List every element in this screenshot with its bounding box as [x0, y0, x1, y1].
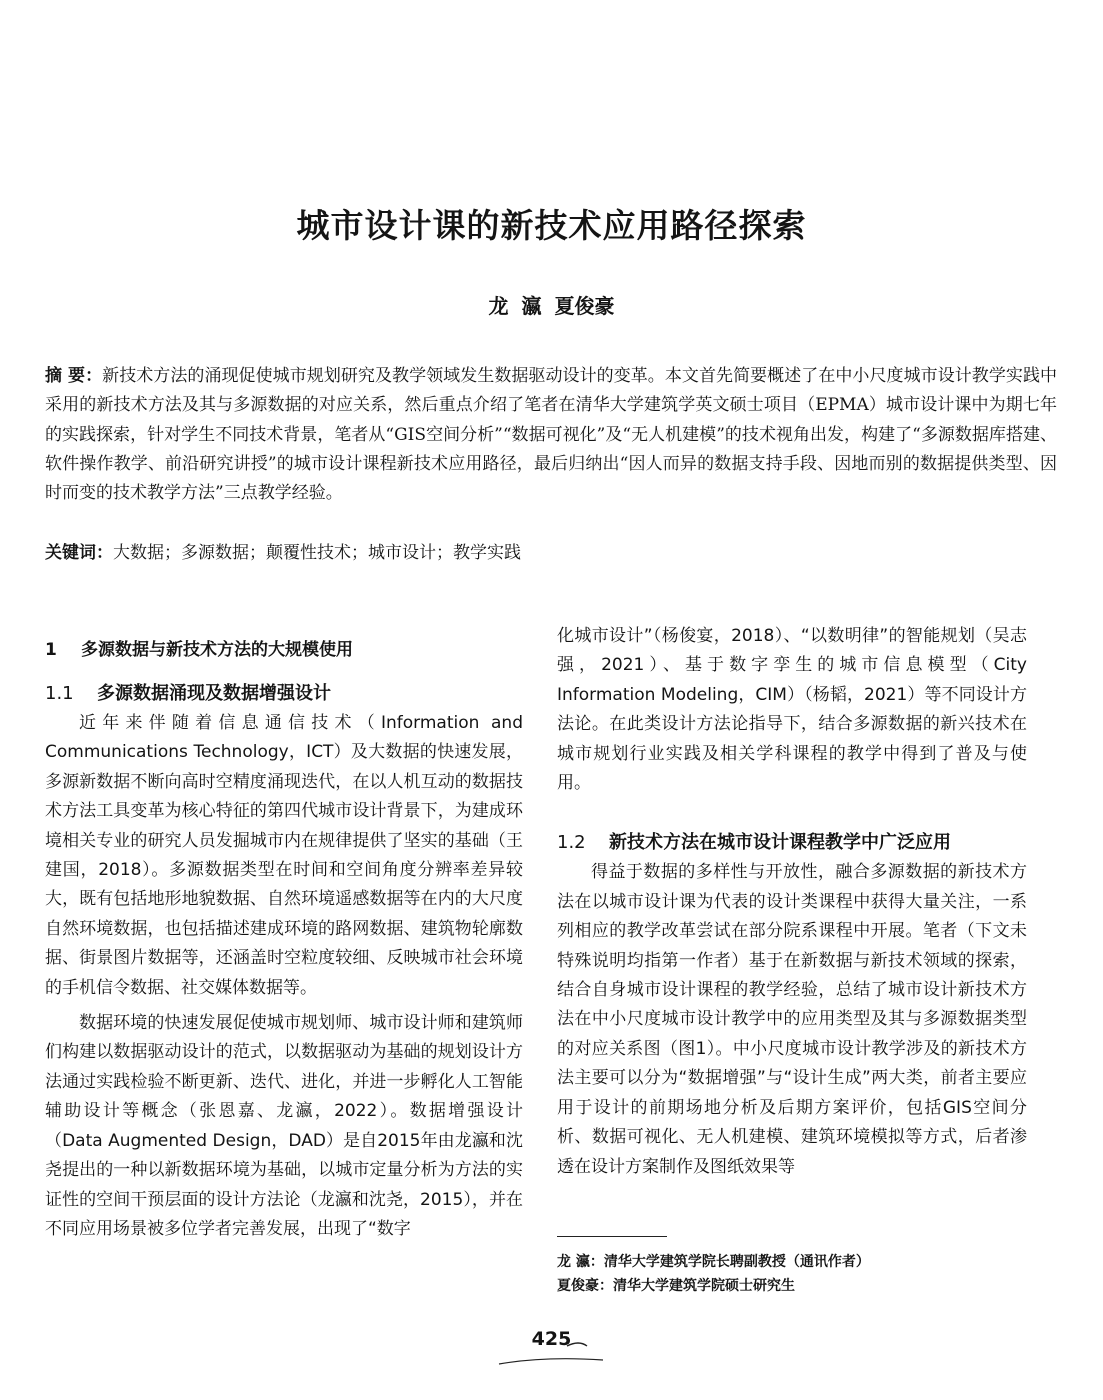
keywords: [45, 539, 1057, 568]
page-number: 425: [531, 1328, 572, 1350]
subsection-heading-1-2: [557, 828, 1027, 858]
keywords-label: 关键词：: [45, 543, 113, 563]
paper-authors: 龙 瀛 夏俊豪: [488, 294, 615, 318]
footnote-divider: [557, 1236, 667, 1237]
subsection-title: 多源数据涌现及数据增强设计: [97, 683, 331, 704]
abstract-text: 新技术方法的涌现促使城市规划研究及教学领域发生数据驱动设计的变革。本文首先简要概述了在中小尺度城市设计教学实践中采用的新技术方法及其与多源数据的对应关系，然后重点介绍了笔者在清华大学建筑学英文硕士项目（EPMA）城市设计课中为期七年的实践探索，针对学生不同技术背景，笔者从“GIS空间分析”“数据可视化”及“无人机建模”的技术视角出发，构建了“多源数据库搭建、软件操作教学、前沿研究讲授”的城市设计课程新技术应用路径，最后归纳出“因人而异的数据支持手段、因地而别的数据提供类型、因时而变的技术教学方法”三点教学经验。: [45, 366, 1058, 504]
subsection-number: 1.1: [45, 683, 74, 704]
paragraph: 近年来伴随着信息通信技术（Information and Communications Technology，ICT）及大数据的快速发展，多源新数据不断向高时空精度涌现迭代，在以人机互动的数据技术方法工具变革为核心特征的第四代城市设计背景下，为建成环境相关专业的研究人员发掘城市内在规律提供了坚实的基础（王建国，2018）。多源数据类型在时间和空间角度分辨率差异较大，既有包括地形地貌数据、自然环境遥感数据等在内的大尺度自然环境数据，也包括描述建成环境的路网数据、建筑物轮廓数据、街景图片数据等，还涵盖时空粒度较细、反映城市社会环境的手机信令数据、社交媒体数据等。: [45, 713, 523, 998]
right-column: [557, 622, 1027, 1182]
section-number: 1: [45, 640, 57, 660]
left-column: [45, 636, 523, 1244]
paper-title: 城市设计课的新技术应用路径探索: [296, 206, 807, 245]
paragraph: 数据环境的快速发展促使城市规划师、城市设计师和建筑师们构建以数据驱动设计的范式，以数据驱动为基础的规划设计方法通过实践检验不断更新、迭代、进化，并进一步孵化人工智能辅助设计等概念（张恩嘉、龙瀛，2022）。数据增强设计（Data Augmented Design，DAD）是自2015年由龙瀛和沈尧提出的一种以新数据环境为基础，以城市定量分析为方法的实证性的空间干预层面的设计方法论（龙瀛和沈尧，2015），并在不同应用场景被多位学者完善发展，出现了“数字: [45, 1013, 523, 1239]
subsection-number: 1.2: [557, 832, 586, 854]
subsection-title: 新技术方法在城市设计课程教学中广泛应用: [609, 832, 951, 854]
page-number-swash: [495, 1336, 605, 1370]
paragraph: 得益于数据的多样性与开放性，融合多源数据的新技术方法在以城市设计课为代表的设计类课程中获得大量关注，一系列相应的教学改革尝试在部分院系课程中开展。笔者（下文未特殊说明均指第一作者）基于在新数据与新技术领域的探索，结合自身城市设计课程的教学经验，总结了城市设计新技术方法在中小尺度城市设计教学中的应用类型及其与多源数据类型的对应关系图（图1）。中小尺度城市设计教学涉及的新技术方法主要可以分为“数据增强”与“设计生成”两大类，前者主要应用于设计的前期场地分析及后期方案评价，包括GIS空间分析、数据可视化、无人机建模、建筑环境模拟等方式，后者渗透在设计方案制作及图纸效果等: [557, 862, 1027, 1177]
abstract-label: 摘 要：: [45, 366, 103, 386]
section-heading-1: [45, 636, 523, 665]
keywords-text: 大数据；多源数据；颠覆性技术；城市设计；教学实践: [113, 543, 521, 563]
subsection-heading-1-1: [45, 679, 523, 709]
paragraph: 化城市设计”（杨俊宴，2018）、“以数明律”的智能规划（吴志强，2021）、基于数字孪生的城市信息模型（City Information Modeling，CIM）（杨韬，2021）等不同设计方法论。在此类设计方法论指导下，结合多源数据的新兴技术在城市规划行业实践及相关学科课程的教学中得到了普及与使用。: [557, 626, 1027, 794]
abstract: [45, 362, 1057, 508]
footnote: 龙 瀛：清华大学建筑学院长聘副教授（通讯作者）: [557, 1254, 870, 1270]
section-title: 多源数据与新技术方法的大规模使用: [81, 640, 353, 660]
footnote: 夏俊豪：清华大学建筑学院硕士研究生: [557, 1278, 795, 1294]
footnotes: [557, 1250, 1027, 1298]
